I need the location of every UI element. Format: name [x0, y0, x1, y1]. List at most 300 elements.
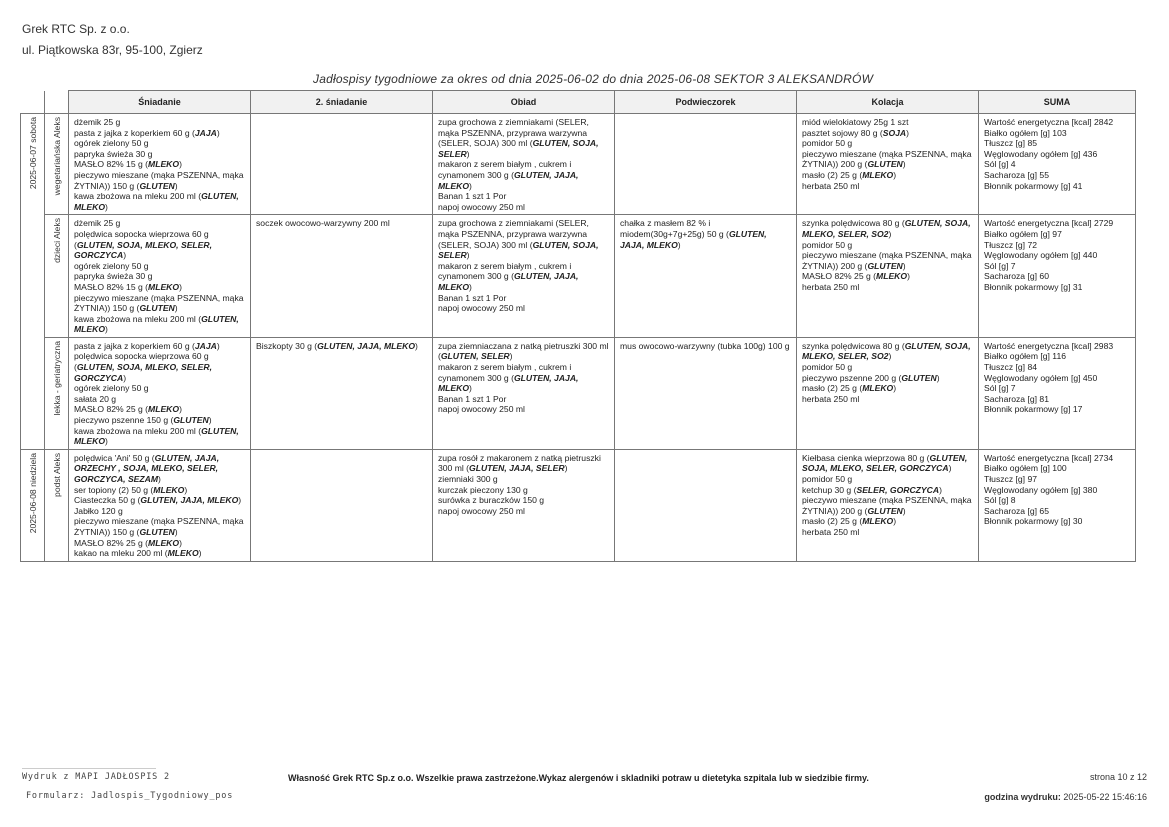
- dish-line: [74, 506, 246, 517]
- dish-text: Błonnik pokarmowy [g] 30: [984, 516, 1083, 527]
- dish-line: [74, 149, 246, 160]
- dish-text: Węglowodany ogółem [g] 450: [984, 372, 1098, 383]
- dish-line: [802, 495, 974, 516]
- dish-line: [74, 538, 246, 549]
- allergen-text: JAJA: [194, 340, 217, 351]
- dish-line: [74, 282, 246, 293]
- dish-text: pieczywo pszenne 150 g (: [74, 415, 174, 426]
- allergen-text: GLUTEN, JAJA, ORZECHY , SOJA, MLEKO, SELER, GORCZYCA, SEZAM: [74, 452, 220, 484]
- dish-text: Sacharoza [g] 55: [984, 169, 1049, 180]
- allergen-text: GLUTEN: [901, 372, 937, 383]
- nutrition-line: [984, 170, 1131, 181]
- allergen-text: GLUTEN: [867, 505, 903, 516]
- dish-line: [74, 548, 246, 559]
- allergen-text: GLUTEN, JAJA, MLEKO: [438, 169, 579, 191]
- dish-text: ): [466, 148, 470, 159]
- dish-text: Wartość energetyczna [kcal] 2983: [984, 340, 1114, 351]
- allergen-text: SOJA: [882, 127, 907, 138]
- meal-cell-suma: [979, 215, 1136, 338]
- dish-text: ): [174, 303, 178, 314]
- dish-text: Jabłko 120 g: [74, 505, 123, 516]
- dish-text: Sól [g] 8: [984, 495, 1016, 506]
- nutrition-line: [984, 373, 1131, 384]
- dish-text: polędwica sopocka wieprzowa 60 g (: [74, 351, 209, 373]
- nutrition-line: [984, 341, 1131, 352]
- nutrition-line: [984, 463, 1131, 474]
- dish-text: Banan 1 szt 1 Por: [438, 191, 507, 202]
- dish-text: szynka polędwicowa 80 g (: [802, 340, 905, 351]
- dish-text: Węglowodany ogółem [g] 380: [984, 484, 1098, 495]
- dish-line: [802, 181, 974, 192]
- dish-text: dżemik 25 g: [74, 218, 121, 229]
- column-header-podwieczorek: Podwieczorek: [615, 91, 797, 114]
- dish-text: ): [415, 340, 418, 351]
- meal-cell-sniadanie: [69, 114, 251, 215]
- dish-text: ): [902, 159, 906, 170]
- dish-text: Sacharoza [g] 65: [984, 505, 1049, 516]
- dish-text: ): [179, 537, 182, 548]
- dish-text: ): [902, 260, 906, 271]
- dish-text: ): [174, 180, 178, 191]
- meal-cell-podwieczorek: [615, 114, 797, 215]
- dish-text: ): [893, 516, 897, 527]
- allergen-text: MLEKO: [153, 484, 185, 495]
- dish-text: pomidor 50 g: [802, 239, 853, 250]
- dish-text: Tłuszcz [g] 84: [984, 362, 1038, 373]
- diet-label: dzieci Aleks: [51, 218, 62, 264]
- dish-text: Tłuszcz [g] 85: [984, 138, 1038, 149]
- dish-text: Sól [g] 4: [984, 159, 1016, 170]
- company-name: Grek RTC Sp. z o.o.: [22, 22, 130, 36]
- dish-text: kawa zbożowa na mleku 200 ml (: [74, 425, 202, 436]
- column-header-drugie-sniadanie: 2. śniadanie: [251, 91, 433, 114]
- dish-text: Kiełbasa cienka wieprzowa 80 g (: [802, 452, 930, 463]
- dish-line: [802, 373, 974, 384]
- dish-line: [438, 218, 610, 260]
- dish-text: miód wielokiatowy 25g 1 szt: [802, 117, 909, 127]
- allergen-text: GLUTEN, JAJA, MLEKO: [140, 495, 239, 506]
- dish-line: [802, 282, 974, 293]
- dish-line: [438, 261, 610, 293]
- dish-text: ): [216, 127, 220, 138]
- allergen-text: GLUTEN: [867, 260, 903, 271]
- dish-text: Tłuszcz [g] 97: [984, 474, 1038, 484]
- table-row: [21, 337, 1136, 449]
- nutrition-line: [984, 240, 1131, 251]
- dish-text: ogórek zielony 50 g: [74, 260, 149, 271]
- allergen-text: GLUTEN, JAJA, SELER: [469, 463, 565, 474]
- dish-text: ): [939, 484, 942, 495]
- dish-text: pasta z jajka z koperkiem 60 g (: [74, 340, 195, 351]
- dish-text: zupa rosół z makaronem z natką pietruszki 300 ml (: [438, 452, 601, 474]
- nutrition-line: [984, 516, 1131, 527]
- dish-text: Biszkopty 30 g (: [256, 340, 318, 351]
- dish-text: Węglowodany ogółem [g] 440: [984, 250, 1098, 261]
- dish-line: [620, 218, 792, 250]
- footer-source: Wydruk z MAPI JADŁOSPIS 2: [22, 772, 170, 782]
- allergen-text: GLUTEN: [139, 526, 175, 537]
- table-row: [21, 449, 1136, 561]
- column-header-sniadanie: Śniadanie: [69, 91, 251, 114]
- allergen-text: GLUTEN, MLEKO: [74, 313, 239, 335]
- dish-text: Tłuszcz [g] 72: [984, 239, 1038, 250]
- nutrition-line: [984, 218, 1131, 229]
- allergen-text: SELER, GORCZYCA: [856, 484, 940, 495]
- print-timestamp: [984, 792, 1147, 802]
- menu-table-body: [21, 114, 1136, 562]
- nutrition-line: [984, 159, 1131, 170]
- dish-line: [802, 453, 974, 474]
- dish-text: napoj owocowy 250 ml: [438, 505, 525, 516]
- dish-line: [438, 341, 610, 362]
- dish-line: [438, 404, 610, 415]
- column-header-suma: SUMA: [979, 91, 1136, 114]
- dish-line: [802, 138, 974, 149]
- nutrition-line: [984, 181, 1131, 192]
- dish-line: [802, 383, 974, 394]
- dish-text: ): [105, 436, 108, 447]
- dish-line: [802, 527, 974, 538]
- dish-text: ): [677, 239, 681, 250]
- dish-text: kawa zbożowa na mleku 200 ml (: [74, 313, 202, 324]
- dish-text: papryka świeża 30 g: [74, 271, 153, 282]
- nutrition-line: [984, 495, 1131, 506]
- dish-text: ): [198, 548, 202, 559]
- dish-text: ): [936, 372, 940, 383]
- dish-text: Białko ogółem [g] 103: [984, 127, 1067, 138]
- dish-text: Białko ogółem [g] 100: [984, 463, 1067, 474]
- dish-text: ): [184, 484, 188, 495]
- dish-line: [438, 191, 610, 202]
- dish-text: ): [238, 495, 242, 506]
- nutrition-line: [984, 271, 1131, 282]
- dish-text: ): [907, 271, 910, 282]
- dish-text: pomidor 50 g: [802, 138, 853, 149]
- diet-label-cell: [45, 114, 69, 215]
- header-blank: [21, 91, 45, 114]
- column-header-kolacja: Kolacja: [797, 91, 979, 114]
- document-title: Jadłospisy tygodniowe za okres od dnia 2025-06-02 do dnia 2025-06-08 SEKTOR 3 ALEKSANDRÓW: [313, 72, 874, 86]
- dish-text: polędwica 'Ani' 50 g (: [74, 452, 155, 463]
- dish-text: Banan 1 szt 1 Por: [438, 292, 507, 303]
- allergen-text: MLEKO: [148, 281, 180, 292]
- dish-text: ): [105, 201, 108, 212]
- dish-text: napoj owocowy 250 ml: [438, 404, 525, 415]
- dish-text: masło (2) 25 g (: [802, 169, 863, 180]
- dish-text: chałka z masłem 82 % i miodem(30g+7g+25g) 50 g (: [620, 218, 729, 239]
- footer-rights-notice: Własność Grek RTC Sp.z o.o. Wszelkie prawa zastrzeżone.Wykaz alergenów i skladniki potraw u dietetyka szpitala lub w siedzibie firmy.: [288, 773, 869, 783]
- allergen-text: GLUTEN: [139, 180, 175, 191]
- dish-text: surówka z buraczków 150 g: [438, 495, 545, 506]
- dish-line: [74, 117, 246, 128]
- dish-line: [74, 314, 246, 335]
- dish-text: ): [893, 383, 897, 394]
- dish-text: ogórek zielony 50 g: [74, 138, 149, 149]
- dish-text: masło (2) 25 g (: [802, 383, 863, 394]
- allergen-text: GLUTEN, SOJA, MLEKO, SELER, GORCZYCA: [802, 452, 968, 474]
- allergen-text: GLUTEN, MLEKO: [74, 191, 239, 212]
- dish-line: [256, 218, 428, 229]
- meal-cell-obiad: [433, 114, 615, 215]
- allergen-text: GLUTEN, JAJA, MLEKO: [438, 372, 579, 394]
- allergen-text: MLEKO: [148, 159, 180, 170]
- nutrition-line: [984, 362, 1131, 373]
- nutrition-line: [984, 229, 1131, 240]
- dish-line: [802, 149, 974, 170]
- dish-line: [620, 341, 792, 352]
- page-number: strona 10 z 12: [1089, 772, 1147, 782]
- dish-text: pomidor 50 g: [802, 474, 853, 484]
- dish-text: pomidor 50 g: [802, 362, 853, 373]
- dish-text: makaron z serem białym , cukrem i cynamonem 300 g (: [438, 260, 572, 282]
- diet-label-cell: [45, 337, 69, 449]
- allergen-text: GLUTEN, SOJA, SELER: [438, 239, 599, 261]
- dish-text: ): [893, 169, 897, 180]
- column-header-obiad: Obiad: [433, 91, 615, 114]
- dish-text: Błonnik pokarmowy [g] 41: [984, 180, 1083, 191]
- dish-line: [438, 485, 610, 496]
- dish-text: ser topiony (2) 50 g (: [74, 484, 154, 495]
- dish-text: napoj owocowy 250 ml: [438, 201, 525, 212]
- dish-text: Wartość energetyczna [kcal] 2842: [984, 117, 1114, 127]
- dish-line: [74, 453, 246, 485]
- dish-text: Wartość energetyczna [kcal] 2734: [984, 452, 1114, 463]
- allergen-text: GLUTEN, SOJA, MLEKO, SELER, SO2: [802, 340, 971, 362]
- nutrition-line: [984, 117, 1131, 128]
- dish-text: mus owocowo-warzywny (tubka 100g) 100 g: [620, 340, 790, 351]
- allergen-text: GLUTEN, JAJA, MLEKO: [317, 340, 416, 351]
- dish-text: Białko ogółem [g] 116: [984, 351, 1067, 362]
- allergen-text: GLUTEN, SOJA, SELER: [438, 138, 599, 159]
- dish-text: Banan 1 szt 1 Por: [438, 393, 507, 404]
- dish-text: ): [469, 281, 472, 292]
- dish-text: ketchup 30 g (: [802, 484, 857, 495]
- allergen-text: GLUTEN, JAJA, MLEKO: [438, 271, 579, 292]
- nutrition-line: [984, 250, 1131, 261]
- nutrition-line: [984, 453, 1131, 464]
- allergen-text: GLUTEN, SELER: [440, 351, 510, 362]
- meal-cell-sniadanie: [69, 337, 251, 449]
- allergen-text: MLEKO: [862, 516, 894, 527]
- meal-cell-drugie-sniadanie: [251, 449, 433, 561]
- dish-text: MASŁO 82% 25 g (: [74, 404, 149, 415]
- dish-text: MASŁO 82% 25 g (: [802, 271, 877, 282]
- dish-text: masło (2) 25 g (: [802, 516, 863, 527]
- dish-line: [74, 394, 246, 405]
- diet-label: lekka - geriatryczna: [51, 340, 62, 416]
- meal-cell-kolacja: [797, 215, 979, 338]
- nutrition-line: [984, 282, 1131, 293]
- dish-line: [74, 138, 246, 149]
- dish-text: Błonnik pokarmowy [g] 31: [984, 281, 1083, 292]
- dish-text: Sacharoza [g] 60: [984, 271, 1049, 282]
- dish-line: [802, 128, 974, 139]
- dish-line: [802, 117, 974, 128]
- dish-line: [802, 218, 974, 239]
- dish-text: kakao na mleku 200 ml (: [74, 548, 168, 559]
- day-label: 2025-06-08 niedziela: [27, 452, 38, 534]
- dish-text: MASŁO 82% 25 g (: [74, 537, 149, 548]
- menu-table: [20, 90, 1136, 562]
- dish-text: Błonnik pokarmowy [g] 17: [984, 404, 1083, 415]
- dish-text: makaron z serem białym , cukrem i cynamonem 300 g (: [438, 159, 572, 180]
- dish-text: pieczywo mieszane (mąka PSZENNA, mąka ŻYTNIA)) 200 g (: [802, 148, 972, 170]
- dish-text: zupa grochowa z ziemniakami (SELER, mąka PSZENNA, przyprawa warzywna (SELER, SOJA) 300 ml (: [438, 117, 589, 149]
- dish-line: [74, 293, 246, 314]
- dish-text: soczek owocowo-warzywny 200 ml: [256, 218, 390, 229]
- dish-text: polędwica sopocka wieprzowa 60 g (: [74, 228, 209, 250]
- print-time-label: godzina wydruku:: [984, 792, 1061, 802]
- meal-cell-suma: [979, 114, 1136, 215]
- dish-line: [74, 159, 246, 170]
- dish-line: [802, 240, 974, 251]
- dish-text: ): [948, 463, 952, 474]
- diet-label-cell: [45, 215, 69, 338]
- dish-line: [74, 191, 246, 212]
- dish-line: [74, 170, 246, 191]
- meal-cell-sniadanie: [69, 215, 251, 338]
- dish-text: pieczywo mieszane (mąka PSZENNA, mąka ŻYTNIA)) 150 g (: [74, 169, 244, 191]
- dish-text: ): [469, 383, 472, 394]
- meal-cell-sniadanie: [69, 449, 251, 561]
- dish-line: [802, 271, 974, 282]
- nutrition-line: [984, 506, 1131, 517]
- dish-text: ): [216, 340, 220, 351]
- dish-text: ): [179, 281, 182, 292]
- allergen-text: GLUTEN, JAJA, MLEKO: [620, 228, 767, 250]
- dish-text: pieczywo mieszane (mąka PSZENNA, mąka ŻYTNIA)) 150 g (: [74, 292, 244, 314]
- allergen-text: MLEKO: [167, 548, 199, 559]
- dish-line: [74, 383, 246, 394]
- allergen-text: GLUTEN: [867, 159, 903, 170]
- dish-text: herbata 250 ml: [802, 180, 860, 191]
- dish-line: [438, 506, 610, 517]
- dish-text: herbata 250 ml: [802, 393, 860, 404]
- dish-text: MASŁO 82% 15 g (: [74, 159, 149, 170]
- allergen-text: MLEKO: [862, 383, 894, 394]
- dish-line: [74, 516, 246, 537]
- dish-line: [74, 426, 246, 447]
- dish-line: [438, 117, 610, 159]
- dish-line: [74, 415, 246, 426]
- dish-text: Sacharoza [g] 81: [984, 393, 1049, 404]
- nutrition-line: [984, 261, 1131, 272]
- allergen-text: MLEKO: [148, 404, 180, 415]
- dish-text: dżemik 25 g: [74, 117, 121, 127]
- dish-line: [74, 229, 246, 261]
- dish-text: ): [179, 159, 182, 170]
- dish-text: pieczywo mieszane (mąka PSZENNA, mąka ŻYTNIA)) 200 g (: [802, 250, 972, 271]
- dish-text: kurczak pieczony 130 g: [438, 484, 528, 495]
- allergen-text: GLUTEN, MLEKO: [74, 425, 239, 447]
- dish-text: Ciasteczka 50 g (: [74, 495, 141, 506]
- dish-text: ): [123, 250, 127, 261]
- dish-line: [802, 362, 974, 373]
- meal-cell-podwieczorek: [615, 337, 797, 449]
- allergen-text: MLEKO: [876, 271, 908, 282]
- dish-line: [438, 474, 610, 485]
- allergen-text: MLEKO: [148, 537, 180, 548]
- dish-text: papryka świeża 30 g: [74, 148, 153, 159]
- day-label-cell: [21, 449, 45, 561]
- dish-text: zupa ziemniaczana z natką pietruszki 300 ml (: [438, 340, 609, 362]
- footer-divider: [22, 768, 156, 769]
- nutrition-line: [984, 128, 1131, 139]
- dish-line: [438, 394, 610, 405]
- meal-cell-kolacja: [797, 337, 979, 449]
- diet-label: podst Aleks: [51, 452, 62, 497]
- dish-line: [438, 159, 610, 191]
- table-row: [21, 114, 1136, 215]
- dish-text: ): [174, 526, 178, 537]
- dish-text: herbata 250 ml: [802, 281, 860, 292]
- nutrition-line: [984, 138, 1131, 149]
- meal-cell-podwieczorek: [615, 215, 797, 338]
- dish-line: [802, 341, 974, 362]
- dish-text: szynka polędwicowa 80 g (: [802, 218, 905, 229]
- dish-line: [74, 485, 246, 496]
- day-label: 2025-06-07 sobota: [27, 117, 38, 190]
- dish-line: [438, 495, 610, 506]
- dish-text: pieczywo pszenne 200 g (: [802, 372, 902, 383]
- dish-text: napoj owocowy 250 ml: [438, 303, 525, 314]
- dish-text: ): [123, 372, 127, 383]
- meal-cell-obiad: [433, 337, 615, 449]
- allergen-text: GLUTEN, SOJA, MLEKO, SELER, GORCZYCA: [74, 239, 212, 261]
- dish-text: herbata 250 ml: [802, 526, 860, 537]
- meal-cell-kolacja: [797, 449, 979, 561]
- meal-cell-suma: [979, 337, 1136, 449]
- dish-line: [438, 303, 610, 314]
- dish-text: sałata 20 g: [74, 393, 117, 404]
- dish-text: ): [208, 415, 212, 426]
- dish-line: [74, 341, 246, 352]
- dish-text: Wartość energetyczna [kcal] 2729: [984, 218, 1114, 229]
- diet-label-cell: [45, 449, 69, 561]
- allergen-text: GLUTEN, SOJA, MLEKO, SELER, GORCZYCA: [74, 362, 212, 383]
- dish-line: [438, 293, 610, 304]
- meal-cell-kolacja: [797, 114, 979, 215]
- dish-text: ): [906, 127, 910, 138]
- dish-text: kawa zbożowa na mleku 200 ml (: [74, 191, 202, 202]
- meal-cell-drugie-sniadanie: [251, 215, 433, 338]
- day-label-cell: [21, 114, 45, 450]
- dish-line: [256, 341, 428, 352]
- dish-line: [74, 495, 246, 506]
- dish-text: ): [158, 474, 161, 484]
- dish-line: [74, 128, 246, 139]
- allergen-text: GLUTEN, SOJA, MLEKO, SELER, SO2: [802, 218, 971, 239]
- meal-cell-podwieczorek: [615, 449, 797, 561]
- allergen-text: MLEKO: [862, 169, 894, 180]
- dish-line: [74, 404, 246, 415]
- dish-line: [802, 394, 974, 405]
- dish-text: ): [888, 228, 892, 239]
- dish-line: [74, 261, 246, 272]
- dish-line: [438, 202, 610, 213]
- nutrition-line: [984, 394, 1131, 405]
- dish-line: [802, 474, 974, 485]
- dish-text: ): [179, 404, 182, 415]
- dish-text: pieczywo mieszane (mąka PSZENNA, mąka ŻYTNIA)) 200 g (: [802, 495, 972, 516]
- nutrition-line: [984, 383, 1131, 394]
- company-address: ul. Piątkowska 83r, 95-100, Zgierz: [22, 43, 203, 57]
- header-blank: [45, 91, 69, 114]
- nutrition-line: [984, 404, 1131, 415]
- dish-text: ): [888, 351, 892, 362]
- diet-label: wegetariańska Aleks: [51, 117, 62, 196]
- allergen-text: GLUTEN: [139, 303, 175, 314]
